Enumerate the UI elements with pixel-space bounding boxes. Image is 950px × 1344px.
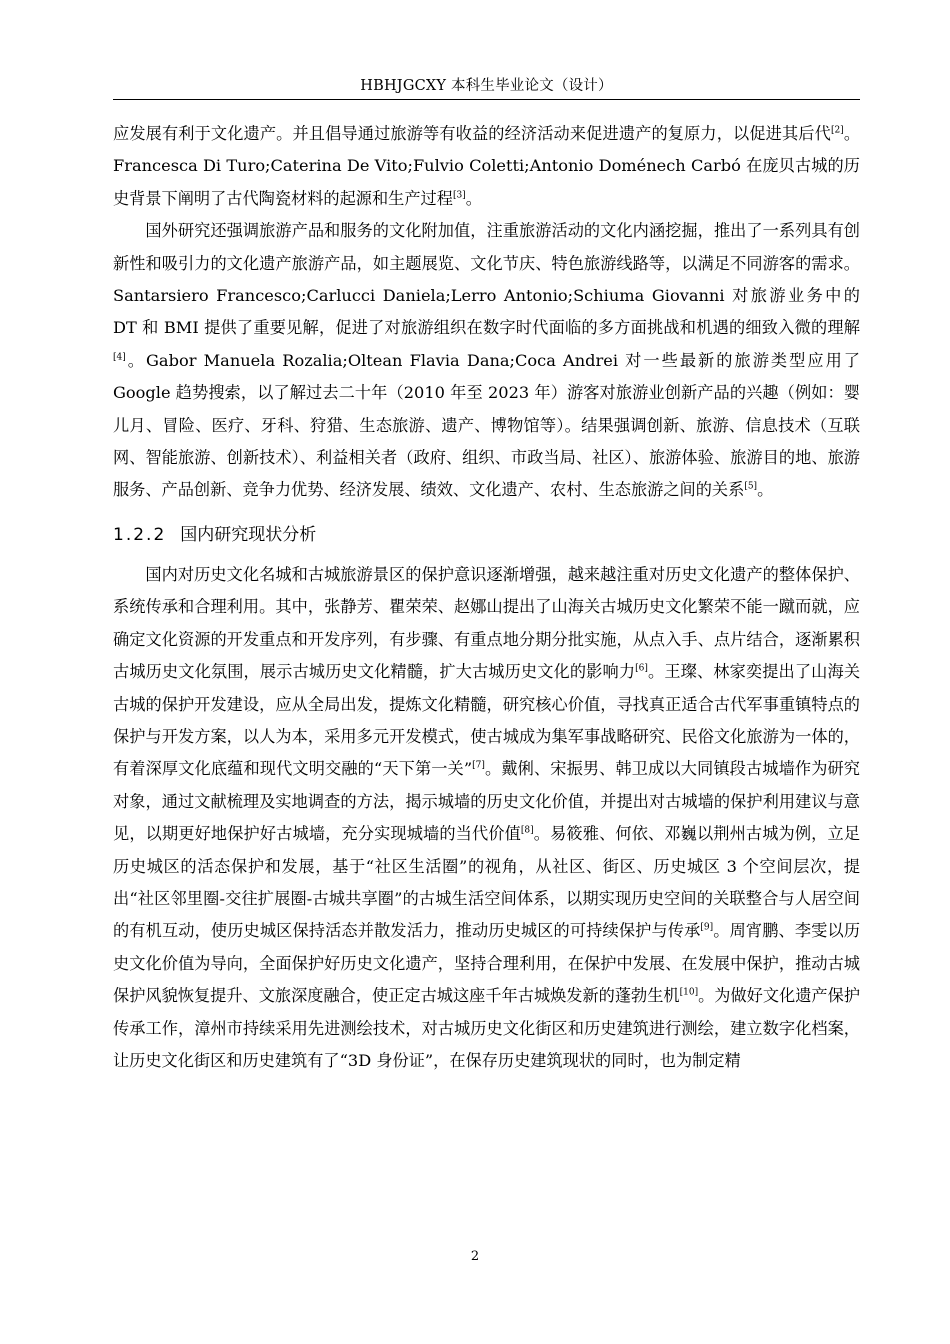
body-paragraph: 国外研究还强调旅游产品和服务的文化附加值，注重旅游活动的文化内涵挖掘，推出了一系列具有创新性和吸引力的文化遗产旅游产品，如主题展览、文化节庆、特色旅游线路等，以满足不同游客的需求。Santarsiero Francesco;Carlucci Daniela;Lerro Antonio;Schiuma Giovanni 对旅游业务中的 DT 和 BMI 提供了重要见解，促进了对旅游组织在数字时代面临的多方面挑战和机遇的细致入微的理解[4]。Gabor Manuela Rozalia;Oltean Flavia Dana;Coca Andrei 对一些最新的旅游类型应用了 Google 趋势搜索，以了解过去二十年（2010 年至 2023 年）游客对旅游业创新产品的兴趣（例如：婴儿月、冒险、医疗、牙科、狩猎、生态旅游、遗产、博物馆等）。结果强调创新、旅游、信息技术（互联网、智能旅游、创新技术）、利益相关者（政府、组织、市政当局、社区）、旅游体验、旅游目的地、旅游服务、产品创新、竞争力优势、经济发展、绩效、文化遗产、农村、生态旅游之间的关系[5]。 xyxy=(113,221,860,500)
page-body xyxy=(113,118,860,1077)
citation-ref: [2] xyxy=(830,125,844,136)
citation-ref: [4] xyxy=(113,352,126,363)
section-title: 国内研究现状分析 xyxy=(180,524,317,545)
body-paragraph: 应发展有利于文化遗产。并且倡导通过旅游等有收益的经济活动来促进遗产的复原力，以促进其后代[2]。Francesca Di Turo;Caterina De Vito;Fulvio Coletti;Antonio Doménech Carbó 在庞贝古城的历史背景下阐明了古代陶瓷材料的起源和生产过程[3]。 xyxy=(113,124,861,208)
page-number: 2 xyxy=(470,1249,480,1264)
citation-ref: [7] xyxy=(472,760,485,771)
citation-ref: [3] xyxy=(452,190,466,201)
section-heading xyxy=(113,517,860,553)
running-header: HBHJGCXY 本科生毕业论文（设计） xyxy=(360,78,613,94)
citation-ref: [5] xyxy=(744,482,758,493)
section-number: 1.2.2 xyxy=(113,524,167,545)
citation-ref: [6] xyxy=(635,663,648,674)
citation-ref: [8] xyxy=(520,825,534,836)
domestic-research-paragraphs xyxy=(113,559,860,1078)
foreign-research-paragraphs xyxy=(113,118,860,507)
citation-ref: [9] xyxy=(700,922,714,933)
header-divider xyxy=(113,99,860,100)
citation-ref: [10] xyxy=(679,987,699,998)
body-paragraph: 国内对历史文化名城和古城旅游景区的保护意识逐渐增强，越来越注重对历史文化遗产的整体保护、系统传承和合理利用。其中，张静芳、瞿荣荣、赵娜山提出了山海关古城历史文化繁荣不能一蹴而就，应确定文化资源的开发重点和开发序列，有步骤、有重点地分期分批实施，从点入手、点片结合，逐渐累积古城历史文化氛围，展示古城历史文化精髓，扩大古城历史文化的影响力[6]。王璨、林家奕提出了山海关古城的保护开发建设，应从全局出发，提炼文化精髓，研究核心价值，寻找真正适合古代军事重镇特点的保护与开发方案，以人为本，采用多元开发模式，使古城成为集军事战略研究、民俗文化旅游为一体的，有着深厚文化底蕴和现代文明交融的“天下第一关”[7]。戴俐、宋振男、韩卫成以大同镇段古城墙作为研究对象，通过文献梳理及实地调查的方法，揭示城墙的历史文化价值，并提出对古城墙的保护利用建议与意见，以期更好地保护好古城墙，充分实现城墙的当代价值[8]。易筱雅、何依、邓巍以荆州古城为例，立足历史城区的活态保护和发展，基于“社区生活圈”的视角，从社区、街区、历史城区 3 个空间层次，提出“社区邻里圈-交往扩展圈-古城共享圈”的古城生活空间体系，以期实现历史空间的关联整合与人居空间的有机互动，使历史城区保持活态并散发活力，推动历史城区的可持续保护与传承[9]。周宵鹏、李雯以历史文化价值为导向，全面保护好历史文化遗产，坚持合理利用，在保护中发展、在发展中保护，推动古城保护风貌恢复提升、文旅深度融合，使正定古城这座千年古城焕发新的蓬勃生机[10]。为做好文化遗产保护传承工作，漳州市持续采用先进测绘技术，对古城历史文化街区和历史建筑进行测绘，建立数字化档案，让历史文化街区和历史建筑有了“3D 身份证”，在保存历史建筑现状的同时，也为制定精 xyxy=(113,564,861,1070)
